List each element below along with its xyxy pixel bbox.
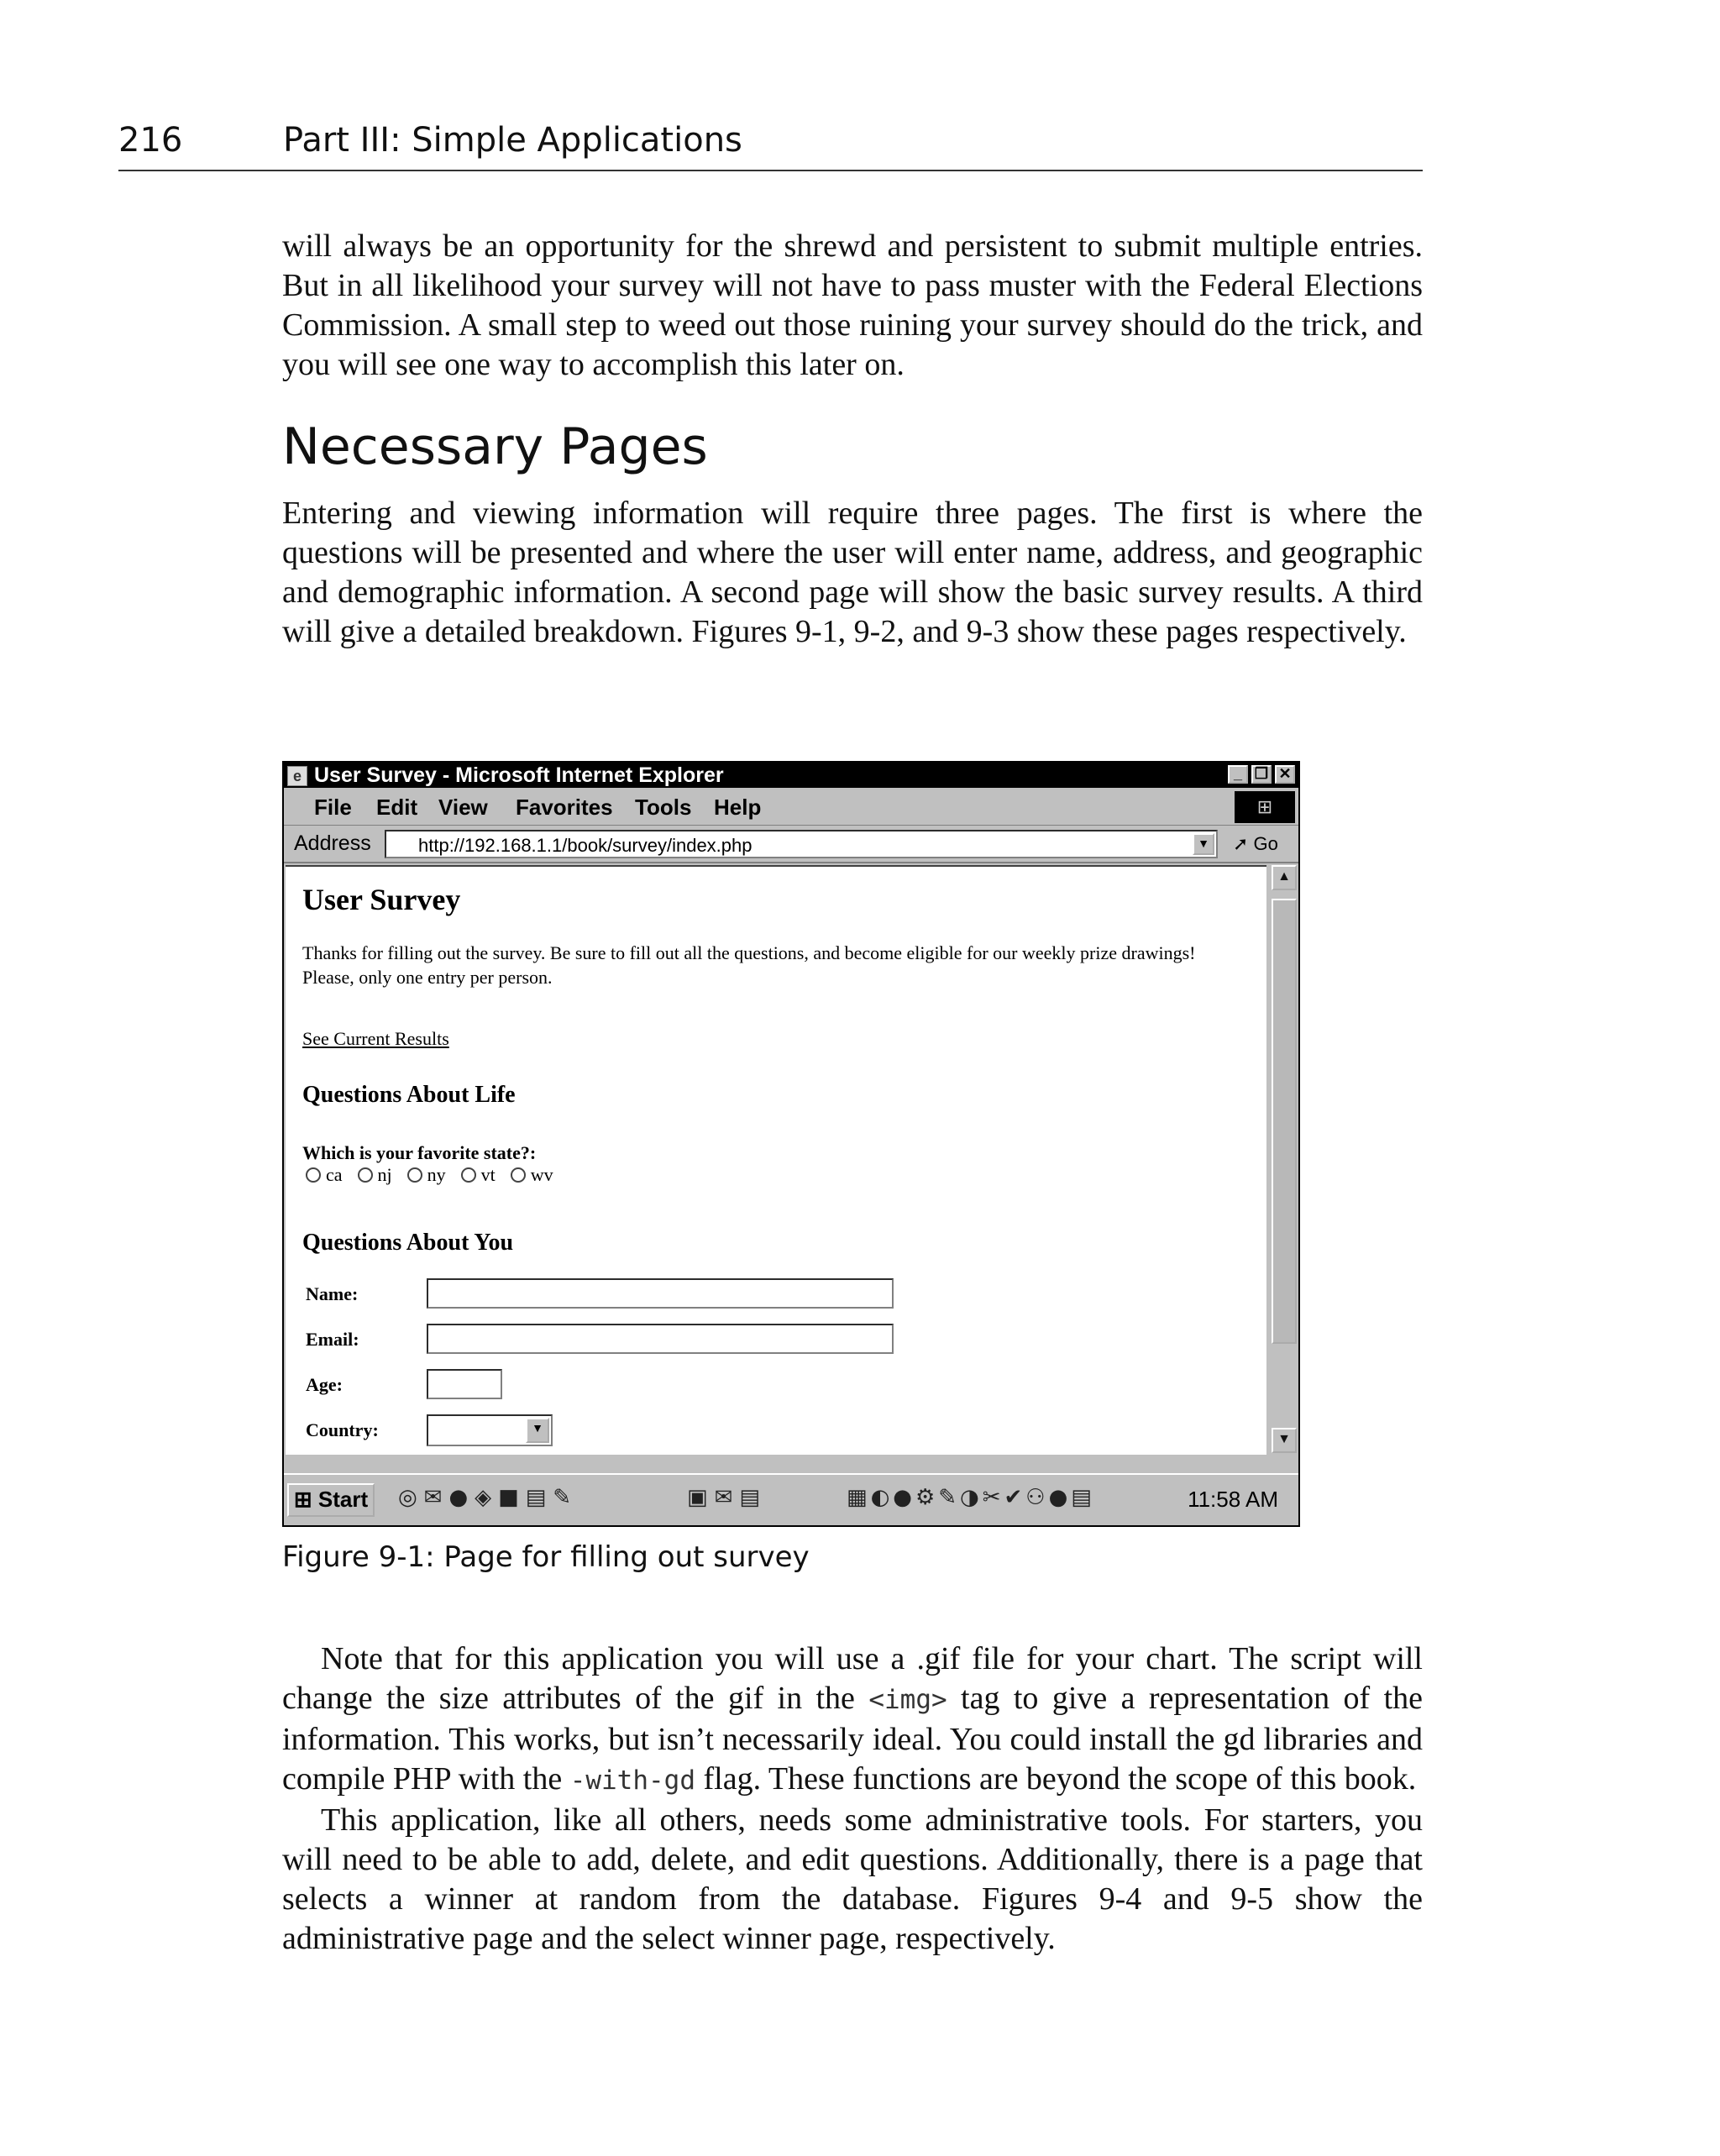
paragraph-3-block bbox=[282, 1639, 1423, 1959]
start-label: Start bbox=[317, 1487, 369, 1512]
running-head bbox=[118, 118, 1423, 171]
minimize-icon[interactable]: _ bbox=[1228, 765, 1248, 784]
state-question: Which is your favorite state?: bbox=[302, 1142, 537, 1163]
menu-view[interactable]: View bbox=[438, 795, 488, 820]
email-field[interactable] bbox=[427, 1324, 894, 1354]
window-titlebar bbox=[284, 763, 1298, 788]
windows-logo-icon: ⊞ bbox=[1235, 791, 1295, 823]
state-radio-group bbox=[306, 1164, 565, 1189]
window-title: User Survey - Microsoft Internet Explorer bbox=[314, 763, 724, 787]
country-label: Country: bbox=[306, 1419, 379, 1440]
menu-favorites[interactable]: Favorites bbox=[516, 795, 613, 820]
radio-nj[interactable] bbox=[358, 1167, 373, 1183]
radio-ny[interactable] bbox=[407, 1167, 422, 1183]
survey-title: User Survey bbox=[302, 883, 461, 916]
menu-tools[interactable]: Tools bbox=[635, 795, 692, 820]
system-tray-icons[interactable]: ▦◐●⚙✎◑✂✔⚇●▤ bbox=[847, 1485, 1095, 1510]
img-tag-code: <img> bbox=[868, 1685, 947, 1715]
with-gd-code: -with-gd bbox=[569, 1765, 695, 1796]
paragraph-3-text-2: tag to give a representation of the information. This works, but isn’t necessarily ideal. You could install the gd libraries and compile PHP with the bbox=[282, 1681, 1423, 1797]
section-life-heading: Questions About Life bbox=[302, 1082, 516, 1108]
taskbar-app-icons[interactable]: ▣✉▤ bbox=[687, 1485, 767, 1510]
see-results-link[interactable]: See Current Results bbox=[302, 1028, 449, 1049]
radio-label-vt: vt bbox=[480, 1164, 496, 1185]
paragraph-3-text-3: flag. These functions are beyond the scope of this book. bbox=[695, 1761, 1417, 1797]
radio-label-wv: wv bbox=[530, 1164, 553, 1185]
menu-help[interactable]: Help bbox=[714, 795, 762, 820]
restore-icon[interactable]: ❐ bbox=[1251, 765, 1272, 784]
survey-intro: Thanks for filling out the survey. Be sure to fill out all the questions, and become eligible for our weekly prize drawings! Please, only one entry per person. bbox=[302, 942, 1196, 988]
name-label: Name: bbox=[306, 1283, 359, 1304]
paragraph-3-text-1: Note that for this application you will use a .gif file for your chart. The script will change the size attributes of the gif in the bbox=[282, 1641, 1423, 1716]
figure-browser-screenshot bbox=[282, 761, 1300, 1527]
address-url: http://192.168.1.1/book/survey/index.php bbox=[418, 835, 752, 856]
paragraph-2-block bbox=[282, 494, 1423, 652]
scroll-thumb[interactable] bbox=[1272, 899, 1297, 1344]
section-heading: Necessary Pages bbox=[282, 417, 708, 476]
clock: 11:58 AM bbox=[1188, 1487, 1278, 1512]
menu-bar bbox=[284, 789, 1298, 826]
part-title: Part III: Simple Applications bbox=[283, 121, 742, 160]
start-button[interactable]: ⊞ Start bbox=[287, 1483, 375, 1517]
email-label: Email: bbox=[306, 1329, 359, 1350]
go-label: Go bbox=[1253, 833, 1278, 854]
age-field[interactable] bbox=[427, 1369, 502, 1399]
page-number: 216 bbox=[118, 121, 183, 160]
vertical-scrollbar[interactable] bbox=[1272, 865, 1297, 1453]
radio-label-nj: nj bbox=[377, 1164, 392, 1185]
go-button[interactable]: ➚ Go bbox=[1233, 833, 1278, 854]
scroll-down-icon[interactable]: ▼ bbox=[1272, 1428, 1297, 1453]
radio-vt[interactable] bbox=[461, 1167, 476, 1183]
address-bar bbox=[284, 826, 1298, 863]
paragraph-3 bbox=[282, 1639, 1423, 1801]
age-label: Age: bbox=[306, 1374, 343, 1395]
radio-label-ny: ny bbox=[427, 1164, 446, 1185]
chevron-down-icon[interactable]: ▼ bbox=[1193, 833, 1214, 855]
paragraph-1: will always be an opportunity for the shrewd and persistent to submit multiple entries. But in all likelihood your survey will not have to pass muster with the Federal Elections Commission. A small step to weed out those ruining your survey should do the trick, and you will see one way to accomplish this later on. bbox=[282, 228, 1423, 382]
address-input[interactable] bbox=[385, 830, 1218, 858]
browser-viewport bbox=[286, 865, 1266, 1455]
radio-label-ca: ca bbox=[326, 1164, 343, 1185]
paragraph-2: Entering and viewing information will require three pages. The first is where the questions will be presented and where the user will enter name, address, and geographic and demographic information. A second page will show the basic survey results. A third will give a detailed breakdown. Figures 9-1, 9-2, and 9-3 show these pages respectively. bbox=[282, 496, 1423, 649]
close-icon[interactable]: ✕ bbox=[1275, 765, 1295, 784]
paragraph-1-block bbox=[282, 227, 1423, 385]
section-you-heading: Questions About You bbox=[302, 1230, 514, 1256]
address-label: Address bbox=[294, 831, 371, 855]
figure-caption: Figure 9-1: Page for filling out survey bbox=[282, 1540, 810, 1574]
menu-edit[interactable]: Edit bbox=[376, 795, 418, 820]
name-field[interactable] bbox=[427, 1278, 894, 1309]
chevron-down-icon[interactable]: ▼ bbox=[526, 1418, 549, 1443]
radio-wv[interactable] bbox=[511, 1167, 526, 1183]
quick-launch-icons[interactable]: ◎✉●◈■▤✎ bbox=[398, 1485, 579, 1510]
ie-icon: e bbox=[287, 766, 307, 786]
paragraph-4: This application, like all others, needs some administrative tools. For starters, you will need to be able to add, delete, and edit questions. Additionally, there is a page that selects a winner at random from the database. Figures 9-4 and 9-5 show the administrative page and the select winner page, respectively. bbox=[282, 1802, 1423, 1956]
radio-ca[interactable] bbox=[306, 1167, 321, 1183]
taskbar bbox=[284, 1473, 1298, 1525]
menu-file[interactable]: File bbox=[314, 795, 352, 820]
scroll-up-icon[interactable]: ▲ bbox=[1272, 865, 1297, 890]
country-select[interactable] bbox=[427, 1414, 553, 1446]
